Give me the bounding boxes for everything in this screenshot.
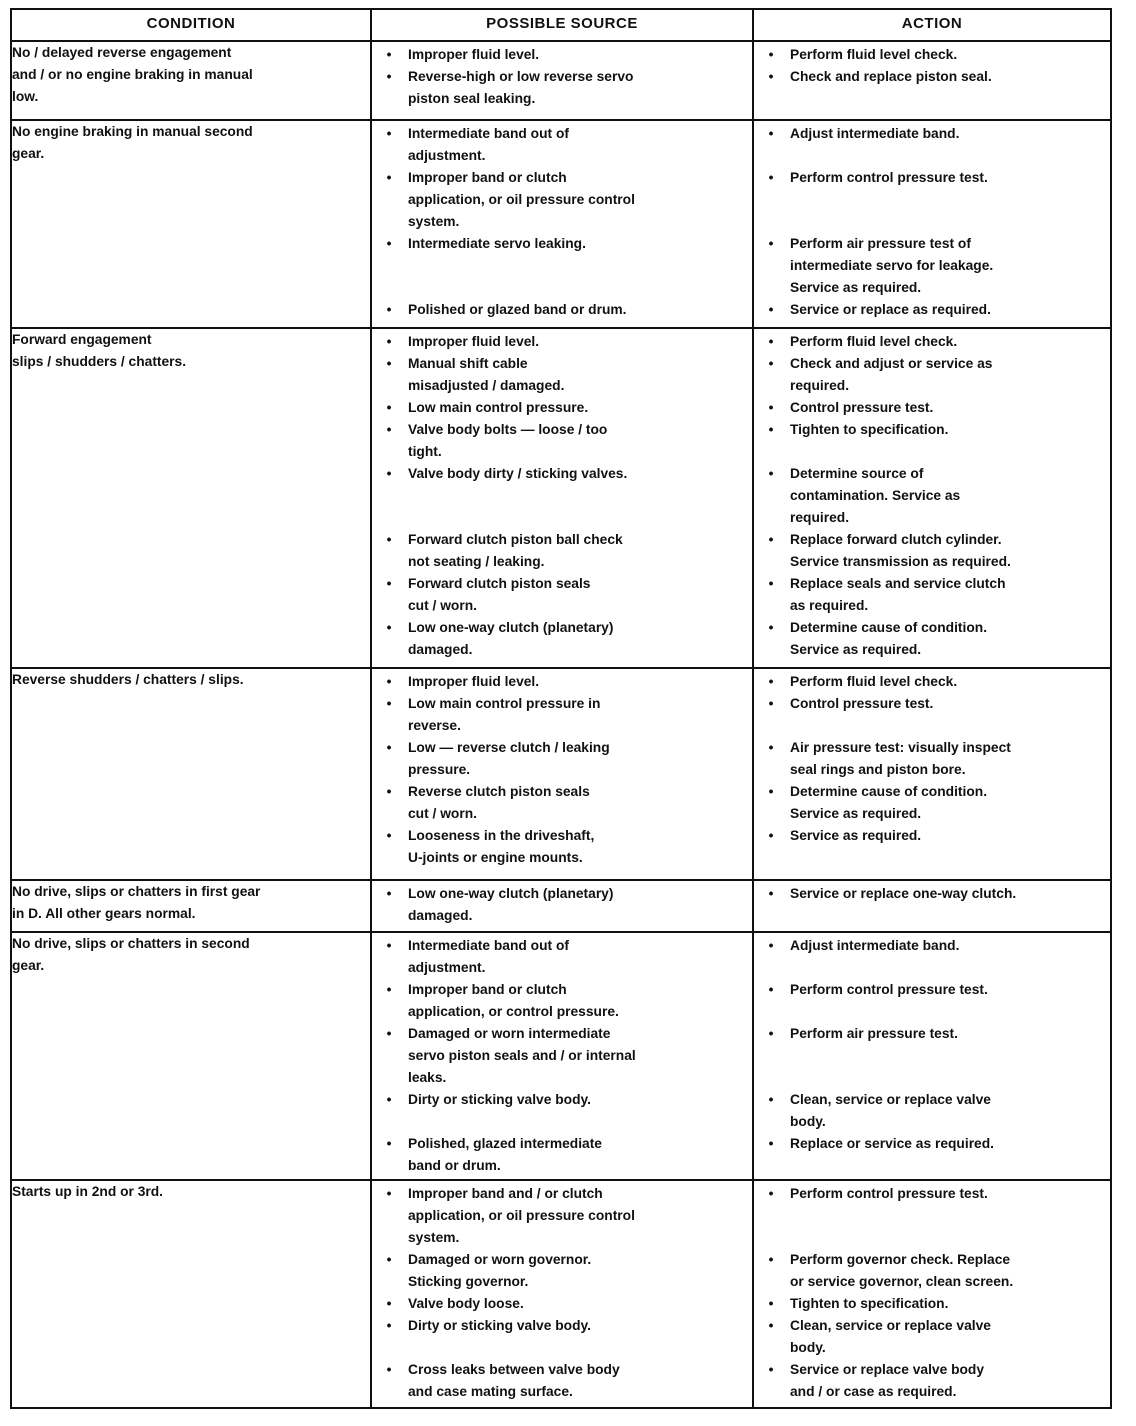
action-text: Tighten to specification.: [790, 422, 949, 437]
action-cell: [753, 932, 1111, 1180]
source-cell: [371, 328, 753, 668]
bullet-icon: •: [386, 1026, 392, 1041]
bullet-icon: •: [768, 696, 774, 711]
action-text: Clean, service or replace valve: [790, 1092, 991, 1107]
action-text: as required.: [790, 598, 869, 613]
action-text: Control pressure test.: [790, 696, 934, 711]
table-row: [11, 932, 1111, 1180]
source-text: Reverse-high or low reverse servo: [408, 69, 634, 84]
action-text: Perform governor check. Replace: [790, 1252, 1011, 1267]
action-text: Perform air pressure test.: [790, 1026, 958, 1041]
action-item: [754, 979, 1110, 1001]
action-text: Service transmission as required.: [790, 554, 1011, 569]
action-text: Perform control pressure test.: [790, 982, 988, 997]
condition-text: No / delayed reverse engagement: [12, 45, 232, 60]
bullet-icon: •: [768, 170, 774, 185]
action-text: Replace forward clutch cylinder.: [790, 532, 1002, 547]
action-text: Control pressure test.: [790, 400, 934, 415]
source-text: Low — reverse clutch / leaking: [408, 740, 610, 755]
source-text: damaged.: [408, 908, 473, 923]
action-item: [754, 1315, 1110, 1359]
bullet-icon: •: [768, 1186, 774, 1201]
action-text: Adjust intermediate band.: [790, 126, 960, 141]
bullet-icon: •: [386, 302, 392, 317]
action-text: Air pressure test: visually inspect: [790, 740, 1011, 755]
source-text: system.: [408, 214, 460, 229]
bullet-icon: •: [768, 886, 774, 901]
source-text: cut / worn.: [408, 598, 477, 613]
source-cell: [371, 932, 753, 1180]
source-text: Intermediate band out of: [408, 126, 569, 141]
action-text: Service as required.: [790, 642, 922, 657]
source-text: Valve body dirty / sticking valves.: [408, 466, 628, 481]
source-text: Reverse clutch piston seals: [408, 784, 590, 799]
source-text: application, or control pressure.: [408, 1004, 619, 1019]
bullet-icon: •: [768, 532, 774, 547]
source-cell: [371, 1180, 753, 1408]
action-item: [754, 737, 1110, 781]
source-item: [372, 419, 752, 463]
condition-cell: [11, 1180, 371, 1408]
action-cell: [753, 1180, 1111, 1408]
source-text: Valve body loose.: [408, 1296, 524, 1311]
source-item: [372, 1183, 752, 1249]
bullet-icon: •: [386, 170, 392, 185]
action-text: Replace or service as required.: [790, 1136, 994, 1151]
table-row: [11, 880, 1111, 932]
source-item: [372, 979, 752, 1023]
source-text: misadjusted / damaged.: [408, 378, 565, 393]
action-item: [754, 693, 1110, 715]
bullet-icon: •: [386, 1186, 392, 1201]
bullet-icon: •: [386, 828, 392, 843]
source-item: [372, 233, 752, 255]
action-text: Replace seals and service clutch: [790, 576, 1006, 591]
source-text: adjustment.: [408, 148, 486, 163]
condition-cell: [11, 328, 371, 668]
bullet-icon: •: [768, 938, 774, 953]
source-cell: [371, 880, 753, 932]
source-text: Improper band and / or clutch: [408, 1186, 603, 1201]
action-text: Service or replace valve body: [790, 1362, 985, 1377]
header-condition: CONDITION: [11, 9, 371, 41]
bullet-icon: •: [768, 1252, 774, 1267]
source-text: Improper band or clutch: [408, 982, 567, 997]
bullet-icon: •: [386, 1318, 392, 1333]
source-item: [372, 693, 752, 737]
bullet-icon: •: [386, 982, 392, 997]
action-text: Perform control pressure test.: [790, 1186, 988, 1201]
table-row: [11, 1180, 1111, 1408]
action-text: Tighten to specification.: [790, 1296, 949, 1311]
condition-cell: [11, 932, 371, 1180]
source-text: Polished or glazed band or drum.: [408, 302, 627, 317]
bullet-icon: •: [768, 236, 774, 251]
action-text: seal rings and piston bore.: [790, 762, 966, 777]
source-text: Improper band or clutch: [408, 170, 567, 185]
source-item: [372, 671, 752, 693]
action-cell: [753, 41, 1111, 120]
source-text: Cross leaks between valve body: [408, 1362, 620, 1377]
source-text: Dirty or sticking valve body.: [408, 1092, 591, 1107]
action-text: Clean, service or replace valve: [790, 1318, 991, 1333]
source-text: damaged.: [408, 642, 473, 657]
action-item: [754, 331, 1110, 353]
action-cell: [753, 328, 1111, 668]
action-item: [754, 1133, 1110, 1155]
condition-text: gear.: [12, 146, 45, 161]
table-row: [11, 328, 1111, 668]
source-text: Low main control pressure.: [408, 400, 589, 415]
source-text: Intermediate servo leaking.: [408, 236, 586, 251]
bullet-icon: •: [386, 356, 392, 371]
source-text: Low one-way clutch (planetary): [408, 886, 614, 901]
source-text: servo piston seals and / or internal: [408, 1048, 636, 1063]
source-item: [372, 1023, 752, 1089]
bullet-icon: •: [768, 302, 774, 317]
action-item: [754, 1089, 1110, 1133]
bullet-icon: •: [768, 828, 774, 843]
header-possible-source: POSSIBLE SOURCE: [371, 9, 753, 41]
source-item: [372, 167, 752, 233]
action-item: [754, 463, 1110, 529]
source-text: Low one-way clutch (planetary): [408, 620, 614, 635]
bullet-icon: •: [386, 620, 392, 635]
condition-text: slips / shudders / chatters.: [12, 354, 187, 369]
action-item: [754, 1023, 1110, 1045]
action-text: or service governor, clean screen.: [790, 1274, 1014, 1289]
action-item: [754, 883, 1110, 905]
source-item: [372, 737, 752, 781]
action-text: required.: [790, 510, 850, 525]
action-item: [754, 66, 1110, 88]
source-item: [372, 463, 752, 485]
source-cell: [371, 668, 753, 880]
action-item: [754, 781, 1110, 825]
bullet-icon: •: [768, 400, 774, 415]
bullet-icon: •: [386, 784, 392, 799]
condition-text: Starts up in 2nd or 3rd.: [12, 1184, 164, 1199]
bullet-icon: •: [768, 576, 774, 591]
bullet-icon: •: [768, 69, 774, 84]
bullet-icon: •: [386, 1092, 392, 1107]
condition-text: low.: [12, 89, 39, 104]
bullet-icon: •: [386, 69, 392, 84]
bullet-icon: •: [386, 422, 392, 437]
action-item: [754, 419, 1110, 441]
bullet-icon: •: [386, 740, 392, 755]
source-item: [372, 299, 752, 321]
bullet-icon: •: [386, 236, 392, 251]
bullet-icon: •: [386, 1362, 392, 1377]
action-cell: [753, 120, 1111, 328]
source-text: Improper fluid level.: [408, 674, 540, 689]
source-item: [372, 1315, 752, 1337]
source-text: Forward clutch piston seals: [408, 576, 591, 591]
action-text: Service as required.: [790, 828, 922, 843]
action-item: [754, 167, 1110, 189]
source-item: [372, 397, 752, 419]
action-item: [754, 397, 1110, 419]
condition-cell: [11, 668, 371, 880]
action-cell: [753, 880, 1111, 932]
source-text: Improper fluid level.: [408, 47, 540, 62]
bullet-icon: •: [768, 1026, 774, 1041]
bullet-icon: •: [768, 674, 774, 689]
bullet-icon: •: [768, 982, 774, 997]
action-text: Service or replace one-way clutch.: [790, 886, 1017, 901]
action-text: Perform fluid level check.: [790, 334, 958, 349]
bullet-icon: •: [386, 1252, 392, 1267]
action-item: [754, 1249, 1110, 1293]
condition-text: No engine braking in manual second: [12, 124, 253, 139]
source-text: Dirty or sticking valve body.: [408, 1318, 591, 1333]
source-text: Intermediate band out of: [408, 938, 569, 953]
diagnosis-table: [10, 8, 1112, 1409]
source-item: [372, 529, 752, 573]
source-text: application, or oil pressure control: [408, 1208, 635, 1223]
source-item: [372, 1359, 752, 1403]
bullet-icon: •: [768, 784, 774, 799]
action-item: [754, 825, 1110, 847]
action-text: body.: [790, 1114, 826, 1129]
action-text: intermediate servo for leakage.: [790, 258, 994, 273]
bullet-icon: •: [768, 1092, 774, 1107]
source-item: [372, 353, 752, 397]
action-text: required.: [790, 378, 850, 393]
action-item: [754, 935, 1110, 957]
action-text: Perform air pressure test of: [790, 236, 971, 251]
condition-text: gear.: [12, 958, 45, 973]
action-text: Service or replace as required.: [790, 302, 991, 317]
source-text: pressure.: [408, 762, 471, 777]
bullet-icon: •: [768, 1136, 774, 1151]
source-item: [372, 617, 752, 661]
action-item: [754, 353, 1110, 397]
action-text: contamination. Service as: [790, 488, 961, 503]
action-text: Perform fluid level check.: [790, 47, 958, 62]
condition-text: in D. All other gears normal.: [12, 906, 196, 921]
action-text: body.: [790, 1340, 826, 1355]
bullet-icon: •: [386, 1296, 392, 1311]
source-text: cut / worn.: [408, 806, 477, 821]
source-item: [372, 883, 752, 927]
header-action: ACTION: [753, 9, 1111, 41]
source-text: system.: [408, 1230, 460, 1245]
source-item: [372, 573, 752, 617]
action-item: [754, 671, 1110, 693]
bullet-icon: •: [768, 47, 774, 62]
source-text: adjustment.: [408, 960, 486, 975]
action-item: [754, 1293, 1110, 1315]
bullet-icon: •: [386, 126, 392, 141]
action-text: Determine source of: [790, 466, 924, 481]
bullet-icon: •: [386, 532, 392, 547]
source-text: Damaged or worn governor.: [408, 1252, 592, 1267]
bullet-icon: •: [386, 1136, 392, 1151]
condition-cell: [11, 120, 371, 328]
source-item: [372, 44, 752, 66]
bullet-icon: •: [386, 938, 392, 953]
source-text: Manual shift cable: [408, 356, 528, 371]
bullet-icon: •: [768, 356, 774, 371]
action-item: [754, 617, 1110, 661]
source-item: [372, 1133, 752, 1177]
condition-text: No drive, slips or chatters in second: [12, 936, 250, 951]
source-text: reverse.: [408, 718, 461, 733]
action-cell: [753, 668, 1111, 880]
bullet-icon: •: [768, 466, 774, 481]
source-text: tight.: [408, 444, 442, 459]
action-text: Check and adjust or service as: [790, 356, 993, 371]
condition-text: Reverse shudders / chatters / slips.: [12, 672, 244, 687]
action-item: [754, 123, 1110, 145]
bullet-icon: •: [386, 886, 392, 901]
source-text: Forward clutch piston ball check: [408, 532, 623, 547]
action-item: [754, 1183, 1110, 1205]
source-text: Polished, glazed intermediate: [408, 1136, 602, 1151]
source-cell: [371, 120, 753, 328]
source-text: leaks.: [408, 1070, 447, 1085]
source-item: [372, 123, 752, 167]
source-item: [372, 1249, 752, 1293]
action-text: Perform control pressure test.: [790, 170, 988, 185]
action-text: Perform fluid level check.: [790, 674, 958, 689]
bullet-icon: •: [768, 1318, 774, 1333]
source-cell: [371, 41, 753, 120]
bullet-icon: •: [768, 334, 774, 349]
source-text: band or drum.: [408, 1158, 501, 1173]
source-item: [372, 1089, 752, 1111]
action-item: [754, 1359, 1110, 1403]
source-item: [372, 1293, 752, 1315]
condition-text: No drive, slips or chatters in first gear: [12, 884, 261, 899]
source-text: Low main control pressure in: [408, 696, 601, 711]
action-text: Service as required.: [790, 280, 922, 295]
bullet-icon: •: [768, 620, 774, 635]
condition-text: Forward engagement: [12, 332, 152, 347]
source-text: Looseness in the driveshaft,: [408, 828, 595, 843]
bullet-icon: •: [386, 334, 392, 349]
bullet-icon: •: [768, 740, 774, 755]
bullet-icon: •: [386, 47, 392, 62]
source-item: [372, 781, 752, 825]
action-text: Check and replace piston seal.: [790, 69, 992, 84]
bullet-icon: •: [386, 466, 392, 481]
bullet-icon: •: [768, 126, 774, 141]
source-item: [372, 935, 752, 979]
source-text: Valve body bolts — loose / too: [408, 422, 608, 437]
action-text: Adjust intermediate band.: [790, 938, 960, 953]
table-row: [11, 41, 1111, 120]
action-item: [754, 44, 1110, 66]
condition-cell: [11, 41, 371, 120]
table-row: [11, 668, 1111, 880]
bullet-icon: •: [768, 1296, 774, 1311]
table-row: [11, 120, 1111, 328]
action-item: [754, 573, 1110, 617]
source-item: [372, 825, 752, 869]
action-text: and / or case as required.: [790, 1384, 957, 1399]
source-text: Improper fluid level.: [408, 334, 540, 349]
action-item: [754, 299, 1110, 321]
source-item: [372, 331, 752, 353]
bullet-icon: •: [768, 1362, 774, 1377]
source-text: piston seal leaking.: [408, 91, 536, 106]
source-item: [372, 66, 752, 110]
bullet-icon: •: [386, 400, 392, 415]
action-text: Determine cause of condition.: [790, 620, 988, 635]
action-item: [754, 233, 1110, 299]
bullet-icon: •: [386, 674, 392, 689]
action-item: [754, 529, 1110, 573]
bullet-icon: •: [768, 422, 774, 437]
source-text: application, or oil pressure control: [408, 192, 635, 207]
action-text: Determine cause of condition.: [790, 784, 988, 799]
source-text: Sticking governor.: [408, 1274, 529, 1289]
condition-text: and / or no engine braking in manual: [12, 67, 253, 82]
source-text: U-joints or engine mounts.: [408, 850, 583, 865]
source-text: not seating / leaking.: [408, 554, 545, 569]
action-text: Service as required.: [790, 806, 922, 821]
bullet-icon: •: [386, 576, 392, 591]
header-row: [11, 9, 1111, 41]
source-text: Damaged or worn intermediate: [408, 1026, 611, 1041]
condition-cell: [11, 880, 371, 932]
source-text: and case mating surface.: [408, 1384, 573, 1399]
bullet-icon: •: [386, 696, 392, 711]
